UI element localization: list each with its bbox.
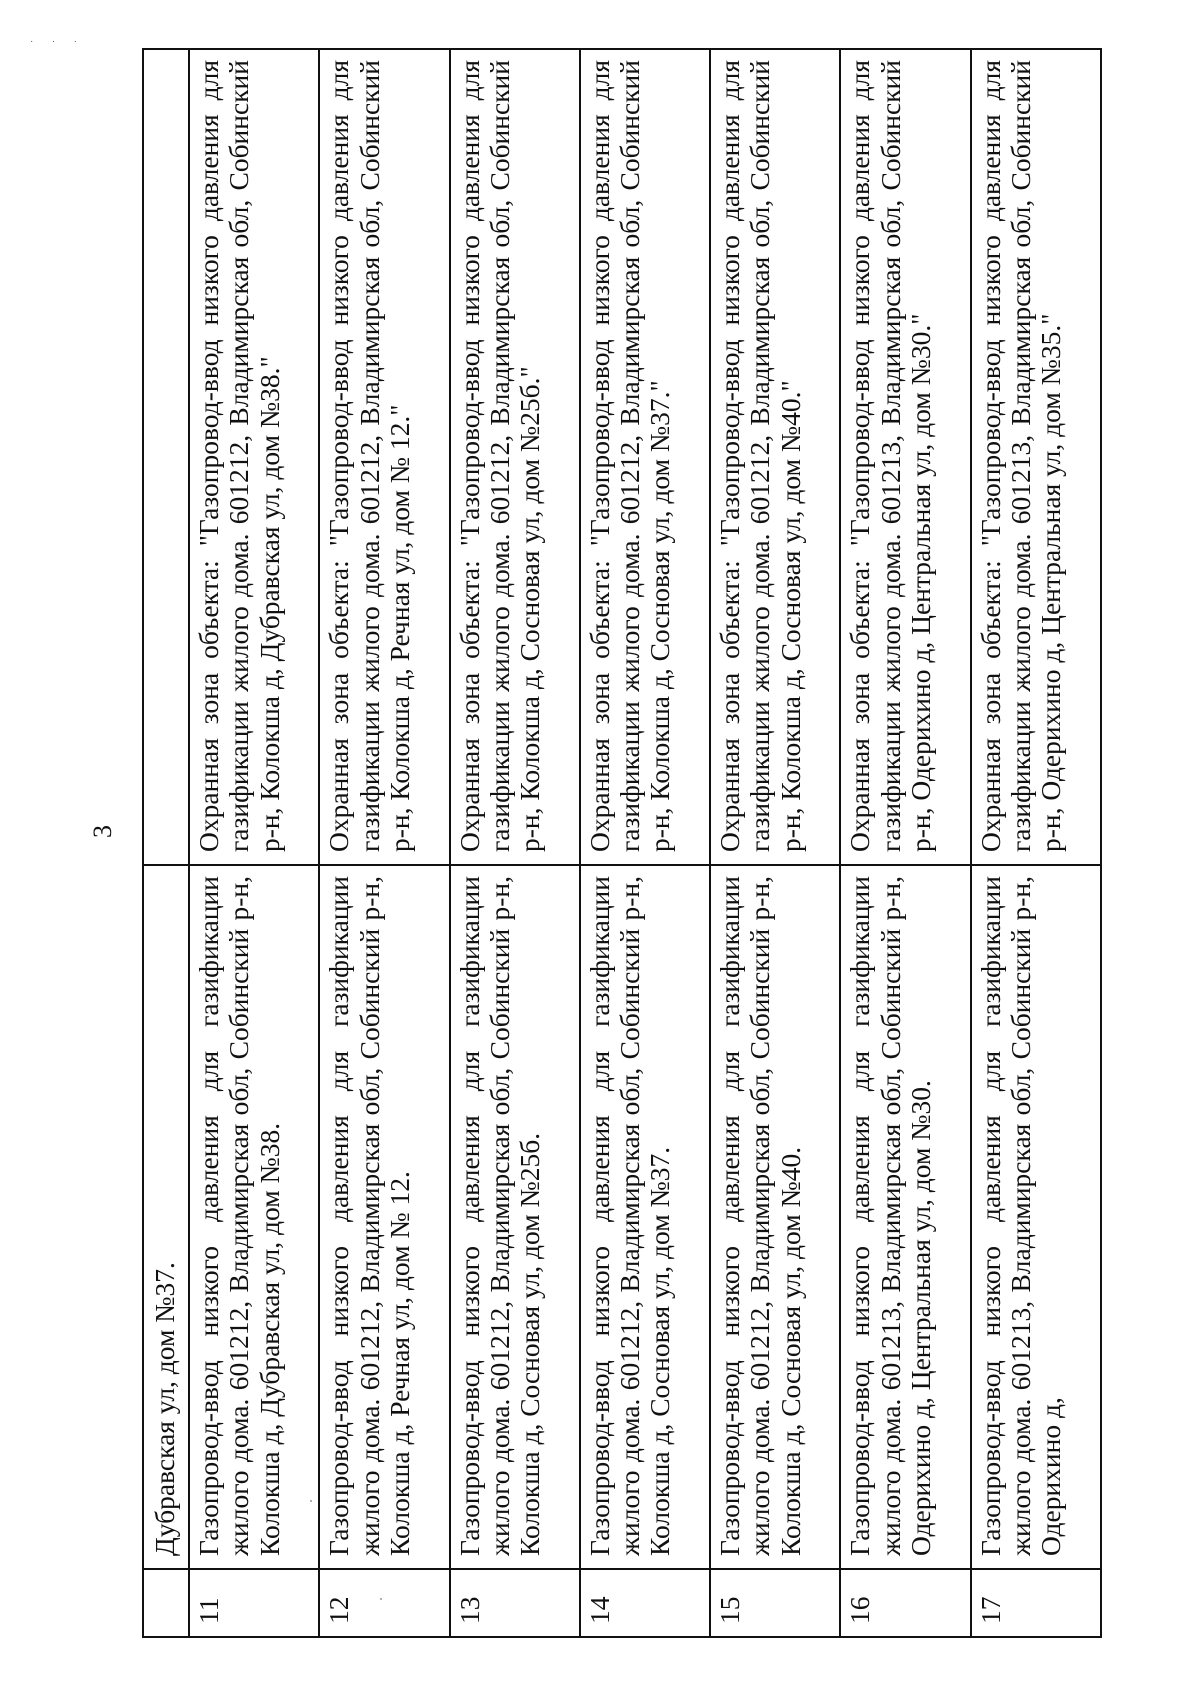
object-description-cell: Газопровод-ввод низкого давления для газификации жилого дома. 601212, Владимирская обл, Собинский р-н, Колокша д, Речная ул, дом № 12. — [319, 865, 449, 1569]
protection-zone-cell: Охранная зона объекта: "Газопровод-ввод низкого давления для газификации жилого дома. 601212, Владимирская обл, Собинский р-н, Колокша д, Сосновая ул, дом №37." — [580, 49, 710, 865]
table-row — [710, 49, 840, 1637]
protection-zone-cell — [143, 49, 189, 865]
table-row — [971, 49, 1101, 1637]
table-row — [189, 49, 319, 1637]
row-number-cell — [143, 1569, 189, 1637]
object-description-cell: Газопровод-ввод низкого давления для газификации жилого дома. 601212, Владимирская обл, Собинский р-н, Колокша д, Дубравская ул, дом №38. — [189, 865, 319, 1569]
row-number-cell: 17 — [971, 1569, 1101, 1637]
table-row — [319, 49, 449, 1637]
table-row — [450, 49, 580, 1637]
page-number: 3 — [88, 825, 117, 838]
rotated-table-container — [142, 48, 1102, 1638]
row-number-cell: 15 — [710, 1569, 840, 1637]
object-description-cell: Газопровод-ввод низкого давления для газификации жилого дома. 601212, Владимирская обл, Собинский р-н, Колокша д, Сосновая ул, дом №40. — [710, 865, 840, 1569]
gas-pipeline-table — [142, 48, 1102, 1638]
object-description-cell: Газопровод-ввод низкого давления для газификации жилого дома. 601212, Владимирская обл, Собинский р-н, Колокша д, Сосновая ул, дом №37. — [580, 865, 710, 1569]
table-row — [580, 49, 710, 1637]
protection-zone-cell: Охранная зона объекта: "Газопровод-ввод низкого давления для газификации жилого дома. 601213, Владимирская обл, Собинский р-н, Одерихино д, Центральная ул, дом №35." — [971, 49, 1101, 865]
object-description-cell: Дубравская ул, дом №37. — [143, 865, 189, 1569]
row-number-cell: 11 — [189, 1569, 319, 1637]
scan-specks: ˙ ˙ ˙ — [30, 40, 85, 51]
row-number-cell: 13 — [450, 1569, 580, 1637]
protection-zone-cell: Охранная зона объекта: "Газопровод-ввод низкого давления для газификации жилого дома. 601212, Владимирская обл, Собинский р-н, Колокша д, Сосновая ул, дом №25б." — [450, 49, 580, 865]
protection-zone-cell: Охранная зона объекта: "Газопровод-ввод низкого давления для газификации жилого дома. 601212, Владимирская обл, Собинский р-н, Колокша д, Дубравская ул, дом №38." — [189, 49, 319, 865]
protection-zone-cell: Охранная зона объекта: "Газопровод-ввод низкого давления для газификации жилого дома. 601213, Владимирская обл, Собинский р-н, Одерихино д, Центральная ул, дом №30." — [840, 49, 970, 865]
row-number-cell: 16 — [840, 1569, 970, 1637]
object-description-cell: Газопровод-ввод низкого давления для газификации жилого дома. 601212, Владимирская обл, Собинский р-н, Колокша д, Сосновая ул, дом №25б. — [450, 865, 580, 1569]
protection-zone-cell: Охранная зона объекта: "Газопровод-ввод низкого давления для газификации жилого дома. 601212, Владимирская обл, Собинский р-н, Колокша д, Речная ул, дом № 12." — [319, 49, 449, 865]
object-description-cell: Газопровод-ввод низкого давления для газификации жилого дома. 601213, Владимирская обл, Собинский р-н, Одерихино д, Центральная ул, дом №30. — [840, 865, 970, 1569]
protection-zone-cell: Охранная зона объекта: "Газопровод-ввод низкого давления для газификации жилого дома. 601212, Владимирская обл, Собинский р-н, Колокша д, Сосновая ул, дом №40." — [710, 49, 840, 865]
object-description-cell: Газопровод-ввод низкого давления для газификации жилого дома. 601213, Владимирская обл, Собинский р-н, Одерихино д, — [971, 865, 1101, 1569]
row-number-cell: 14 — [580, 1569, 710, 1637]
row-number-cell: 12 — [319, 1569, 449, 1637]
table-row — [840, 49, 970, 1637]
table-row-continuation — [143, 49, 189, 1637]
